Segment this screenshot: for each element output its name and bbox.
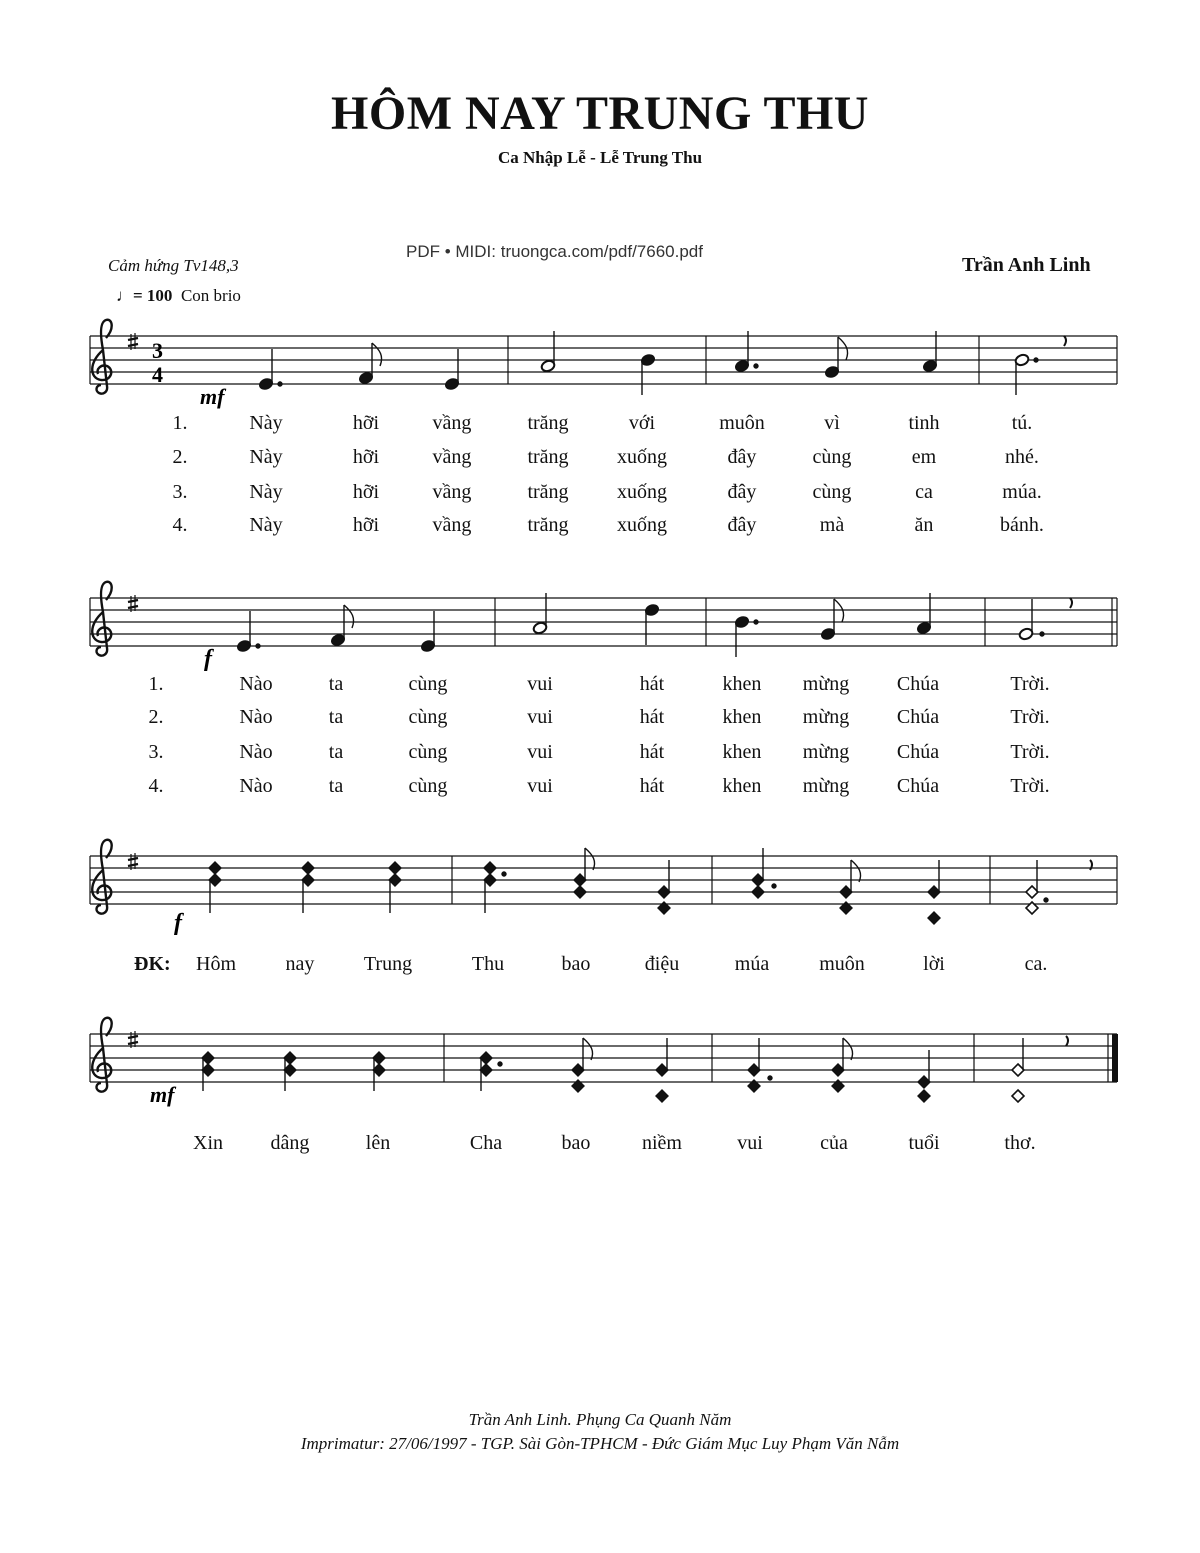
- lyric-word: vui: [737, 1132, 763, 1154]
- lyric-word: mừng: [802, 673, 850, 695]
- lyric-word: Cha: [469, 1132, 503, 1154]
- lyric-word: hát: [639, 706, 665, 728]
- lyric-word: khen: [722, 706, 762, 728]
- lyric-word: khen: [722, 741, 762, 763]
- lyric-word: xuống: [617, 514, 667, 536]
- lyric-word: tuổi: [908, 1132, 940, 1154]
- lyric-word: Trung: [363, 953, 413, 975]
- lyric-word: múa: [734, 953, 770, 975]
- quarter-note-icon: ♩: [116, 286, 133, 305]
- lyric-word: tinh: [908, 412, 940, 434]
- lyric-word: vì: [824, 412, 840, 434]
- lyric-word: mừng: [802, 741, 850, 763]
- lyric-word: Này: [249, 481, 283, 503]
- verse-number: 4.: [172, 514, 188, 536]
- dynamic-mf-2: mf: [150, 1082, 175, 1107]
- treble-clef-icon: [92, 582, 111, 656]
- lyric-word: vầng: [432, 481, 472, 503]
- lyric-word: Chúa: [896, 706, 940, 728]
- refrain-label: ĐK:: [134, 953, 171, 975]
- lyric-word: Trời.: [1010, 706, 1050, 728]
- lyric-word: Chúa: [896, 741, 940, 763]
- lyric-word: trăng: [527, 412, 569, 434]
- composer-name: Trần Anh Linh: [962, 254, 1091, 276]
- lyric-word: bao: [561, 953, 591, 975]
- footer-imprimatur: Imprimatur: 27/06/1997 - TGP. Sài Gòn-TPHCM - Đức Giám Mục Luy Phạm Văn Nẫm: [300, 1434, 900, 1453]
- lyric-word: nay: [285, 953, 315, 975]
- lyric-word: Nào: [239, 775, 273, 797]
- staff-system-4: [90, 1018, 1118, 1107]
- staff-system-1: [90, 320, 1117, 409]
- lyric-word: vui: [527, 741, 553, 763]
- lyric-word: Nào: [239, 706, 273, 728]
- lyric-word: hỡi: [352, 481, 380, 503]
- treble-clef-icon: [92, 840, 111, 914]
- lyric-word: khen: [722, 775, 762, 797]
- lyric-word: Thu: [471, 953, 505, 975]
- lyric-word: trăng: [527, 446, 569, 468]
- lyric-word: hát: [639, 775, 665, 797]
- verse-number: 2.: [172, 446, 188, 468]
- lyric-word: Chúa: [896, 673, 940, 695]
- lyric-word: vầng: [432, 514, 472, 536]
- verse-number: 3.: [172, 481, 188, 503]
- lyric-word: ta: [328, 673, 344, 695]
- lyric-word: Xin: [193, 1132, 223, 1154]
- verse-number: 1.: [172, 412, 188, 434]
- lyric-word: Chúa: [896, 775, 940, 797]
- lyric-word: muôn: [819, 953, 865, 975]
- footer-source: Trần Anh Linh. Phụng Ca Quanh Năm: [468, 1410, 732, 1429]
- lyric-word: vầng: [432, 446, 472, 468]
- lyric-word: cùng: [408, 741, 448, 763]
- lyric-word: Này: [249, 514, 283, 536]
- tempo-style: Con brio: [180, 286, 241, 305]
- lyric-word: lên: [365, 1132, 391, 1154]
- lyric-word: ta: [328, 775, 344, 797]
- lyric-word: ta: [328, 741, 344, 763]
- lyric-word: trăng: [527, 481, 569, 503]
- lyric-word: đây: [727, 446, 757, 468]
- lyric-word: vui: [527, 775, 553, 797]
- lyric-word: cùng: [812, 481, 852, 503]
- time-sig-top: 3: [152, 338, 163, 363]
- lyric-word: vầng: [432, 412, 472, 434]
- lyric-word: Hôm: [196, 953, 236, 975]
- lyric-word: đây: [727, 481, 757, 503]
- time-sig-bottom: 4: [152, 362, 163, 387]
- lyric-word: múa.: [1002, 481, 1042, 503]
- lyric-word: xuống: [617, 481, 667, 503]
- lyric-word: Trời.: [1010, 775, 1050, 797]
- lyric-word: đây: [727, 514, 757, 536]
- lyric-word: hỡi: [352, 514, 380, 536]
- lyric-word: cùng: [812, 446, 852, 468]
- lyric-word: Trời.: [1010, 741, 1050, 763]
- lyric-word: niềm: [642, 1132, 682, 1154]
- tempo-bpm: = 100: [133, 286, 173, 305]
- lyric-word: cùng: [408, 673, 448, 695]
- lyric-word: vui: [527, 706, 553, 728]
- treble-clef-icon: [92, 1018, 111, 1092]
- lyric-word: điệu: [644, 953, 680, 975]
- dynamic-mf-1: mf: [200, 384, 225, 409]
- lyric-word: hỡi: [352, 446, 380, 468]
- verse-number: 1.: [148, 673, 164, 695]
- lyric-word: dâng: [270, 1132, 310, 1154]
- verse-number: 2.: [148, 706, 164, 728]
- song-title: HÔM NAY TRUNG THU: [331, 87, 869, 140]
- verse-number: 3.: [148, 741, 164, 763]
- lyric-word: mừng: [802, 706, 850, 728]
- lyric-word: Nào: [239, 673, 273, 695]
- dynamic-f-2: f: [174, 910, 182, 936]
- lyric-word: bao: [561, 1132, 591, 1154]
- lyric-word: khen: [722, 673, 762, 695]
- dynamic-f-1: f: [204, 646, 212, 672]
- lyric-word: Này: [249, 412, 283, 434]
- inspiration-note: Cảm hứng Tv148,3: [108, 256, 239, 275]
- pdf-midi-link[interactable]: PDF • MIDI: truongca.com/pdf/7660.pdf: [406, 242, 703, 261]
- lyric-word: nhé.: [1005, 446, 1039, 468]
- lyric-word: ca.: [1024, 953, 1048, 975]
- lyric-word: Này: [249, 446, 283, 468]
- lyric-word: xuống: [617, 446, 667, 468]
- lyric-word: hát: [639, 673, 665, 695]
- lyric-word: cùng: [408, 706, 448, 728]
- lyric-word: Trời.: [1010, 673, 1050, 695]
- lyric-word: mà: [819, 514, 845, 536]
- verse-number: 4.: [148, 775, 164, 797]
- lyric-word: trăng: [527, 514, 569, 536]
- lyric-word: hát: [639, 741, 665, 763]
- staff-system-3: [90, 840, 1117, 936]
- lyric-word: bánh.: [1000, 514, 1044, 536]
- lyric-word: cùng: [408, 775, 448, 797]
- lyric-word: hỡi: [352, 412, 380, 434]
- lyric-word: thơ.: [1004, 1132, 1036, 1154]
- lyric-word: tú.: [1011, 412, 1033, 434]
- lyric-word: lời: [923, 953, 945, 975]
- song-subtitle: Ca Nhập Lễ - Lễ Trung Thu: [497, 148, 703, 167]
- lyric-word: muôn: [719, 412, 765, 434]
- lyric-word: vui: [527, 673, 553, 695]
- lyric-word: của: [820, 1132, 848, 1154]
- lyric-word: với: [628, 412, 656, 434]
- lyric-word: ca: [915, 481, 933, 503]
- staff-system-2: [90, 582, 1117, 672]
- lyric-word: em: [911, 446, 937, 468]
- treble-clef-icon: [92, 320, 111, 394]
- lyric-word: ăn: [914, 514, 934, 536]
- lyric-word: ta: [328, 706, 344, 728]
- lyric-word: mừng: [802, 775, 850, 797]
- lyric-word: Nào: [239, 741, 273, 763]
